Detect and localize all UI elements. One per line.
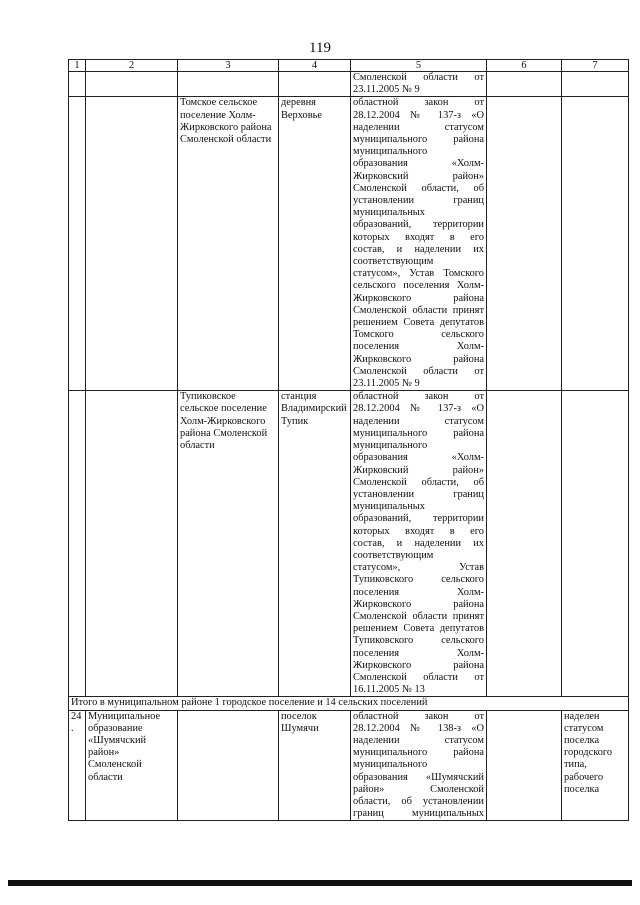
settlement-name: Томское сельское поселение Холм-Жирковского района Смоленской области (178, 97, 279, 391)
law-text-line: которых входят в его (353, 525, 484, 537)
law-text-line: областной закон от (353, 391, 484, 403)
law-text-line: 28.12.2004 № 137-з «О (353, 109, 484, 121)
total-summary: Итого в муниципальном районе 1 городское поселение и 14 сельских поселений (69, 697, 629, 710)
law-text-line: 23.11.2005 № 9 (353, 378, 420, 390)
law-text-line: наделении статусом (353, 121, 484, 133)
law-text-line: границ муниципальных (353, 808, 484, 820)
law-text-line: соответствующим (353, 549, 434, 561)
table-row-total (69, 697, 629, 710)
law-text-line: муниципального района (353, 747, 484, 759)
law-text-line: муниципального (353, 440, 428, 452)
law-text-line: Жирковский район» (353, 464, 484, 476)
law-text-line: образований, территории (353, 219, 484, 231)
header-col-5: 5 (351, 60, 487, 72)
law-text-line: Томского сельского (353, 329, 484, 341)
law-cell (351, 97, 487, 391)
law-text-line: Смоленской области, об (353, 476, 484, 488)
law-text-line: 28.12.2004 № 138-з «О (353, 722, 484, 734)
law-text-line: сельского поселения Холм- (353, 280, 484, 292)
law-text-line: решением Совета депутатов (353, 623, 484, 635)
law-text-line: статусом», Устав Томского (353, 268, 484, 280)
table-row-tomskoe (69, 97, 629, 391)
law-cell (351, 391, 487, 697)
law-text-line: соответствующим (353, 256, 434, 268)
header-col-7: 7 (562, 60, 629, 72)
law-text-line: областной закон от (353, 97, 484, 109)
law-text-line: поселения Холм- (353, 341, 484, 353)
law-text-line: муниципального (353, 759, 428, 771)
law-text-line: наделении статусом (353, 415, 484, 427)
admin-center: поселок Шумячи (279, 710, 351, 821)
law-text-line: поселения Холм- (353, 586, 484, 598)
law-text-line: образования «Холм- (353, 452, 484, 464)
law-text-line: образований, территории (353, 513, 484, 525)
law-text-line: муниципального района (353, 427, 484, 439)
law-text-line: Смоленской области, об (353, 182, 484, 194)
law-text-line: решением Совета депутатов (353, 317, 484, 329)
law-text-line: Смоленской области от (353, 365, 484, 377)
law-text-line: статусом», Устав (353, 562, 484, 574)
law-text-line: Жирковский район» (353, 170, 484, 182)
law-text-line: установлении границ (353, 195, 484, 207)
table-row-entry-24 (69, 710, 629, 821)
law-text-line: Жирковского района (353, 659, 484, 671)
settlement-name: Тупиковское сельское поселение Холм-Жирковского района Смоленской области (178, 391, 279, 697)
law-text-line: установлении границ (353, 488, 484, 500)
admin-center: деревня Верховье (279, 97, 351, 391)
header-col-2: 2 (86, 60, 178, 72)
header-col-4: 4 (279, 60, 351, 72)
law-text-line: 16.11.2005 № 13 (353, 684, 425, 696)
registry-table (68, 59, 629, 821)
table-row-continuation (69, 72, 629, 97)
header-col-1: 1 (69, 60, 86, 72)
law-text-line: Жирковского района (353, 353, 484, 365)
law-text-line: поселения Холм- (353, 647, 484, 659)
header-col-6: 6 (487, 60, 562, 72)
page-number: 119 (309, 40, 331, 56)
law-text-line: состав, и наделении их (353, 243, 484, 255)
law-text-line: наделении статусом (353, 734, 484, 746)
admin-center: станция Владимирский Тупик (279, 391, 351, 697)
law-text-line: образования «Шумячский (353, 771, 484, 783)
law-text-line: области, об установлении (353, 795, 484, 807)
law-text-line: 28.12.2004 № 137-з «О (353, 403, 484, 415)
status-note: наделен статусом поселка городского типа, рабочего поселка (562, 710, 629, 821)
law-text-line: муниципальных (353, 501, 425, 513)
law-text-line: муниципального (353, 146, 428, 158)
law-text-line: Смоленской области принят (353, 610, 484, 622)
law-text-line: Тупиковского сельского (353, 635, 484, 647)
municipality-name: Муниципальное образование «Шумячский район» Смоленской области (86, 710, 178, 821)
law-text-line: район» Смоленской (353, 783, 484, 795)
law-text-line: областной закон от (353, 710, 484, 722)
law-text-line: Жирковского района (353, 598, 484, 610)
law-cell: Смоленской области от 23.11.2005 № 9 (351, 72, 487, 97)
footer-bar (8, 880, 632, 886)
law-text-line: Смоленской области принят (353, 304, 484, 316)
law-text-line: состав, и наделении их (353, 537, 484, 549)
law-text-line: Тупиковского сельского (353, 574, 484, 586)
law-text-line: муниципального района (353, 134, 484, 146)
law-text-line: муниципальных (353, 207, 425, 219)
header-col-3: 3 (178, 60, 279, 72)
header-row (69, 60, 629, 72)
entry-number: 24. (69, 710, 86, 821)
law-text-line: образования «Холм- (353, 158, 484, 170)
law-text-line: Смоленской области от (353, 671, 484, 683)
law-text-line: которых входят в его (353, 231, 484, 243)
table-row-tupikovskoe (69, 391, 629, 697)
law-text-line: Жирковского района (353, 292, 484, 304)
law-cell (351, 710, 487, 821)
